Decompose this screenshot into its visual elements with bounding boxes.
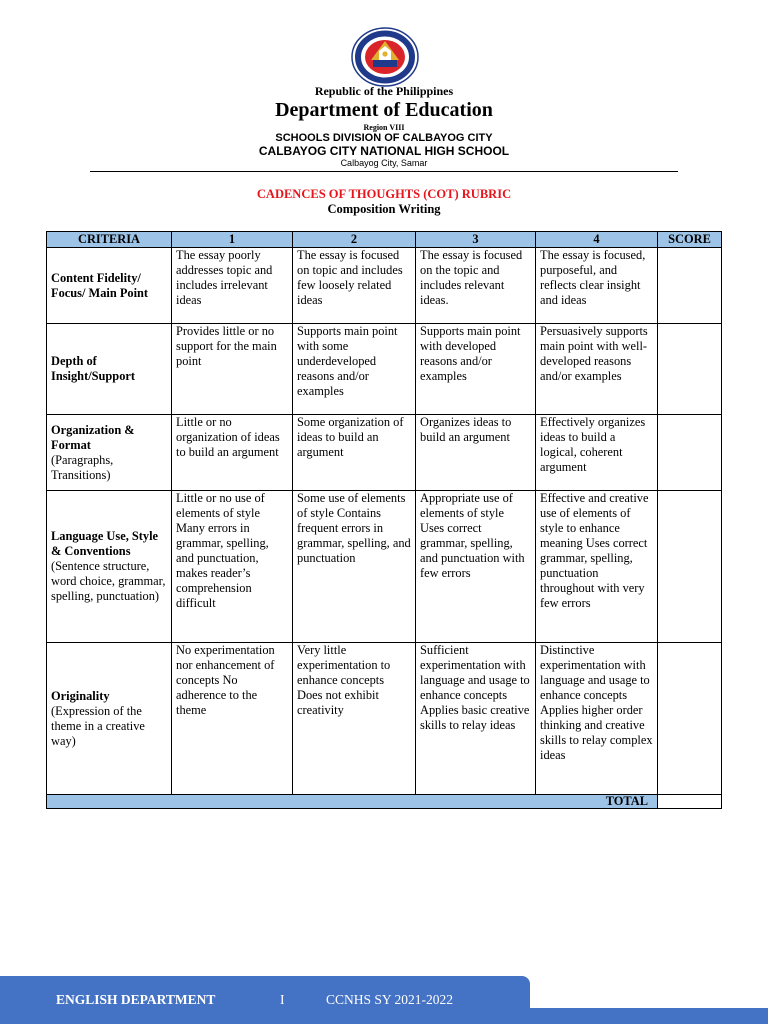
department-name: Department of Education (275, 99, 493, 121)
header-level-3: 3 (416, 232, 536, 248)
footer-school-year: CCNHS SY 2021-2022 (326, 992, 454, 1007)
total-label: TOTAL (47, 795, 658, 809)
level-4-cell: Distinctive experimentation with language and usage to enhance concepts Applies higher order thinking and creative skills to relay complex ideas (536, 643, 658, 795)
criteria-cell (47, 324, 172, 415)
table-row (47, 491, 722, 643)
criteria-cell (47, 491, 172, 643)
level-4-cell: The essay is focused, purposeful, and reflects clear insight and ideas (536, 248, 658, 324)
criteria-cell (47, 415, 172, 491)
level-3-cell: Appropriate use of elements of style Uses correct grammar, spelling, and punctuation with few errors (416, 491, 536, 643)
level-1-cell: Provides little or no support for the main point (172, 324, 293, 415)
level-4-cell: Persuasively supports main point with well-developed reasons and/or examples (536, 324, 658, 415)
rubric-table (46, 231, 722, 809)
table-row (47, 248, 722, 324)
level-2-cell: Supports main point with some underdeveloped reasons and/or examples (293, 324, 416, 415)
level-4-cell: Effectively organizes ideas to build a logical, coherent argument (536, 415, 658, 491)
header-level-1: 1 (172, 232, 293, 248)
level-3-cell: The essay is focused on the topic and includes relevant ideas. (416, 248, 536, 324)
criteria-title: Organization & Format (51, 422, 135, 452)
division-line: SCHOOLS DIVISION OF CALBAYOG CITY (275, 132, 493, 144)
level-1-cell: No experimentation nor enhancement of concepts No adherence to the theme (172, 643, 293, 795)
score-cell[interactable] (658, 415, 722, 491)
footer-separator: I (280, 992, 285, 1007)
level-3-cell: Sufficient experimentation with language and usage to enhance concepts Applies basic creative skills to relay ideas (416, 643, 536, 795)
level-4-cell: Effective and creative use of elements of style to enhance meaning Uses correct grammar, spelling, punctuation throughout with very few errors (536, 491, 658, 643)
table-header-row (47, 232, 722, 248)
level-2-cell: Some use of elements of style Contains frequent errors in grammar, spelling, and punctuation (293, 491, 416, 643)
header-divider (90, 171, 678, 172)
total-score-cell[interactable] (658, 795, 722, 809)
deped-seal-logo (349, 27, 421, 87)
school-address: Calbayog City, Samar (340, 158, 428, 168)
table-row (47, 324, 722, 415)
criteria-cell (47, 643, 172, 795)
region-line: Region VIII (363, 123, 405, 132)
criteria-title: Content Fidelity/ Focus/ Main Point (51, 270, 149, 300)
level-1-cell: The essay poorly addresses topic and includes irrelevant ideas (172, 248, 293, 324)
table-row (47, 643, 722, 795)
school-name: CALBAYOG CITY NATIONAL HIGH SCHOOL (258, 144, 510, 158)
criteria-note: (Expression of the theme in a creative way) (51, 703, 145, 748)
criteria-note: (Sentence structure, word choice, grammar, spelling, punctuation) (51, 559, 166, 603)
level-2-cell: The essay is focused on topic and includes few loosely related ideas (293, 248, 416, 324)
level-1-cell: Little or no use of elements of style Many errors in grammar, spelling, and punctuation, makes reader’s comprehension difficult (172, 491, 293, 643)
score-cell[interactable] (658, 248, 722, 324)
header-criteria: CRITERIA (47, 232, 172, 248)
criteria-title: Language Use, Style & Conventions (51, 529, 159, 558)
footer-band-extension (530, 1008, 768, 1024)
header-score: SCORE (658, 232, 722, 248)
total-row (47, 795, 722, 809)
level-2-cell: Very little experimentation to enhance concepts Does not exhibit creativity (293, 643, 416, 795)
score-cell[interactable] (658, 643, 722, 795)
level-3-cell: Supports main point with developed reasons and/or examples (416, 324, 536, 415)
criteria-cell (47, 248, 172, 324)
header-level-4: 4 (536, 232, 658, 248)
score-cell[interactable] (658, 324, 722, 415)
table-row (47, 415, 722, 491)
footer-department: ENGLISH DEPARTMENT (56, 992, 216, 1007)
level-3-cell: Organizes ideas to build an argument (416, 415, 536, 491)
criteria-title: Depth of Insight/Support (51, 354, 136, 383)
score-cell[interactable] (658, 491, 722, 643)
criteria-note: (Paragraphs, Transitions) (51, 452, 114, 482)
rubric-title: CADENCES OF THOUGHTS (COT) RUBRIC (256, 187, 512, 201)
republic-line: Republic of the Philippines (314, 84, 454, 98)
criteria-title: Originality (51, 688, 110, 703)
header-level-2: 2 (293, 232, 416, 248)
rubric-subtitle: Composition Writing (327, 202, 441, 216)
level-1-cell: Little or no organization of ideas to build an argument (172, 415, 293, 491)
level-2-cell: Some organization of ideas to build an argument (293, 415, 416, 491)
